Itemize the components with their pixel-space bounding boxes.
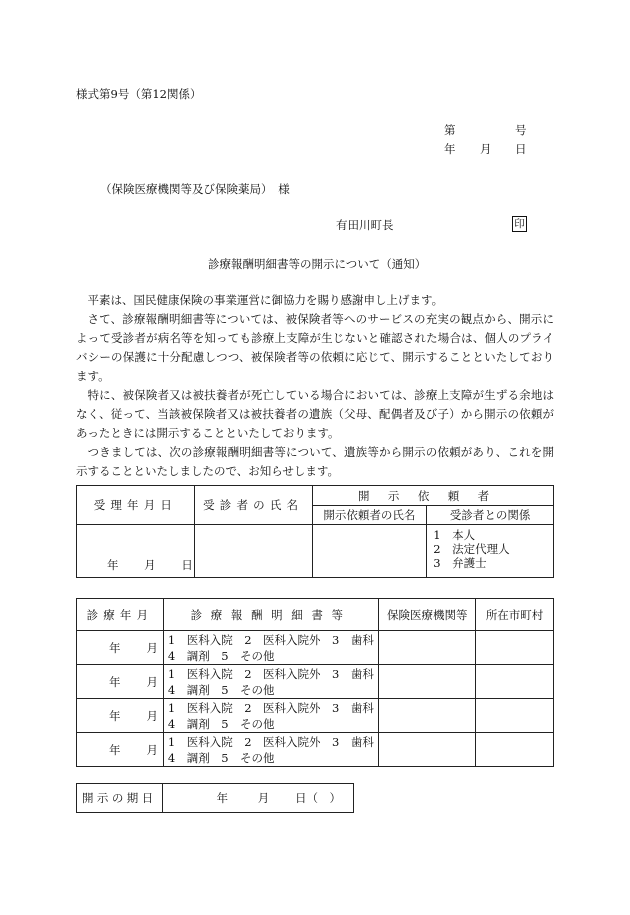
institution-cell — [379, 631, 476, 665]
seal-icon: 印 — [512, 216, 527, 232]
paragraph-notice: つきましては、次の診療報酬明細書等について、遺族等から開示の依頼があり、これを開示することといたしましたので、お知らせします。 — [76, 445, 554, 478]
header-claim-type: 診療報酬明細書等 — [163, 599, 379, 631]
patient-name-cell — [194, 525, 312, 578]
relation-option: 3 弁護士 — [433, 556, 487, 570]
month-cell: 年 月 — [77, 699, 164, 733]
receipt-date-cell: 年 月 日 — [77, 525, 195, 578]
city-cell — [476, 665, 554, 699]
sender: 有田川町長 — [336, 218, 394, 232]
institution-cell — [379, 665, 476, 699]
city-cell — [476, 699, 554, 733]
date-month: 月 — [480, 142, 492, 156]
header-treatment-month: 診療年月 — [77, 599, 164, 631]
table-row — [77, 631, 554, 665]
claim-type-cell: 1 医科入院 2 医科入院外 3 歯科 4 調剤 5 その他 — [163, 631, 379, 665]
doc-number-go: 号 — [515, 123, 527, 137]
month-cell: 年 月 — [77, 665, 164, 699]
header-patient-name: 受診者の氏名 — [194, 486, 312, 525]
month-cell: 年 月 — [77, 631, 164, 665]
paragraph-deceased: 特に、被保険者又は被扶養者が死亡している場合においては、診療上支障が生ずる余地はなく、従って、当該被保険者又は被扶養者の遺族（父母、配偶者及び子）から開示の依頼があったときには開示することといたしております。 — [76, 388, 554, 440]
paragraph-policy: さて、診療報酬明細書等については、被保険者等へのサービスの充実の観点から、開示によって受診者が病名等を知っても診療上支障が生じないと確認された場合は、個人のプライバシーの保護に十分配慮しつつ、被保険者等の依頼に応じて、開示することといたしております。 — [76, 312, 554, 383]
table-row — [77, 699, 554, 733]
disclosure-date-table — [76, 783, 354, 813]
city-cell — [476, 631, 554, 665]
disclosure-date-value: 年 月 日（ ） — [162, 784, 353, 813]
city-cell — [476, 733, 554, 767]
relation-options-cell — [427, 525, 554, 578]
addressee: （保険医療機関等及び保険薬局） 様 — [100, 182, 290, 196]
month-cell: 年 月 — [77, 733, 164, 767]
header-requester-name: 開示依頼者の氏名 — [312, 506, 427, 525]
table-row — [77, 665, 554, 699]
relation-option: 2 法定代理人 — [433, 542, 510, 556]
header-city: 所在市町村 — [476, 599, 554, 631]
requester-name-cell — [312, 525, 427, 578]
claim-type-cell: 1 医科入院 2 医科入院外 3 歯科 4 調剤 5 その他 — [163, 699, 379, 733]
disclosure-date-label: 開示の期日 — [77, 784, 163, 813]
paragraph-greeting: 平素は、国民健康保険の事業運営に御協力を賜り感謝申し上げます。 — [87, 293, 444, 307]
form-number: 様式第9号（第12関係） — [76, 87, 202, 101]
claim-type-cell: 1 医科入院 2 医科入院外 3 歯科 4 調剤 5 その他 — [163, 733, 379, 767]
document-title: 診療報酬明細書等の開示について（通知） — [208, 257, 427, 271]
claim-type-cell: 1 医科入院 2 医科入院外 3 歯科 4 調剤 5 その他 — [163, 665, 379, 699]
doc-number-dai: 第 — [444, 123, 456, 137]
table-row — [77, 733, 554, 767]
header-receipt-date: 受理年月日 — [77, 486, 195, 525]
header-relation: 受診者との関係 — [427, 506, 554, 525]
claims-table — [76, 598, 554, 767]
header-institution: 保険医療機関等 — [379, 599, 476, 631]
date-day: 日 — [515, 142, 527, 156]
relation-option: 1 本人 — [433, 528, 476, 542]
institution-cell — [379, 699, 476, 733]
institution-cell — [379, 733, 476, 767]
request-table — [76, 485, 554, 578]
date-year: 年 — [444, 142, 456, 156]
header-requester: 開示依頼者 — [312, 486, 553, 506]
